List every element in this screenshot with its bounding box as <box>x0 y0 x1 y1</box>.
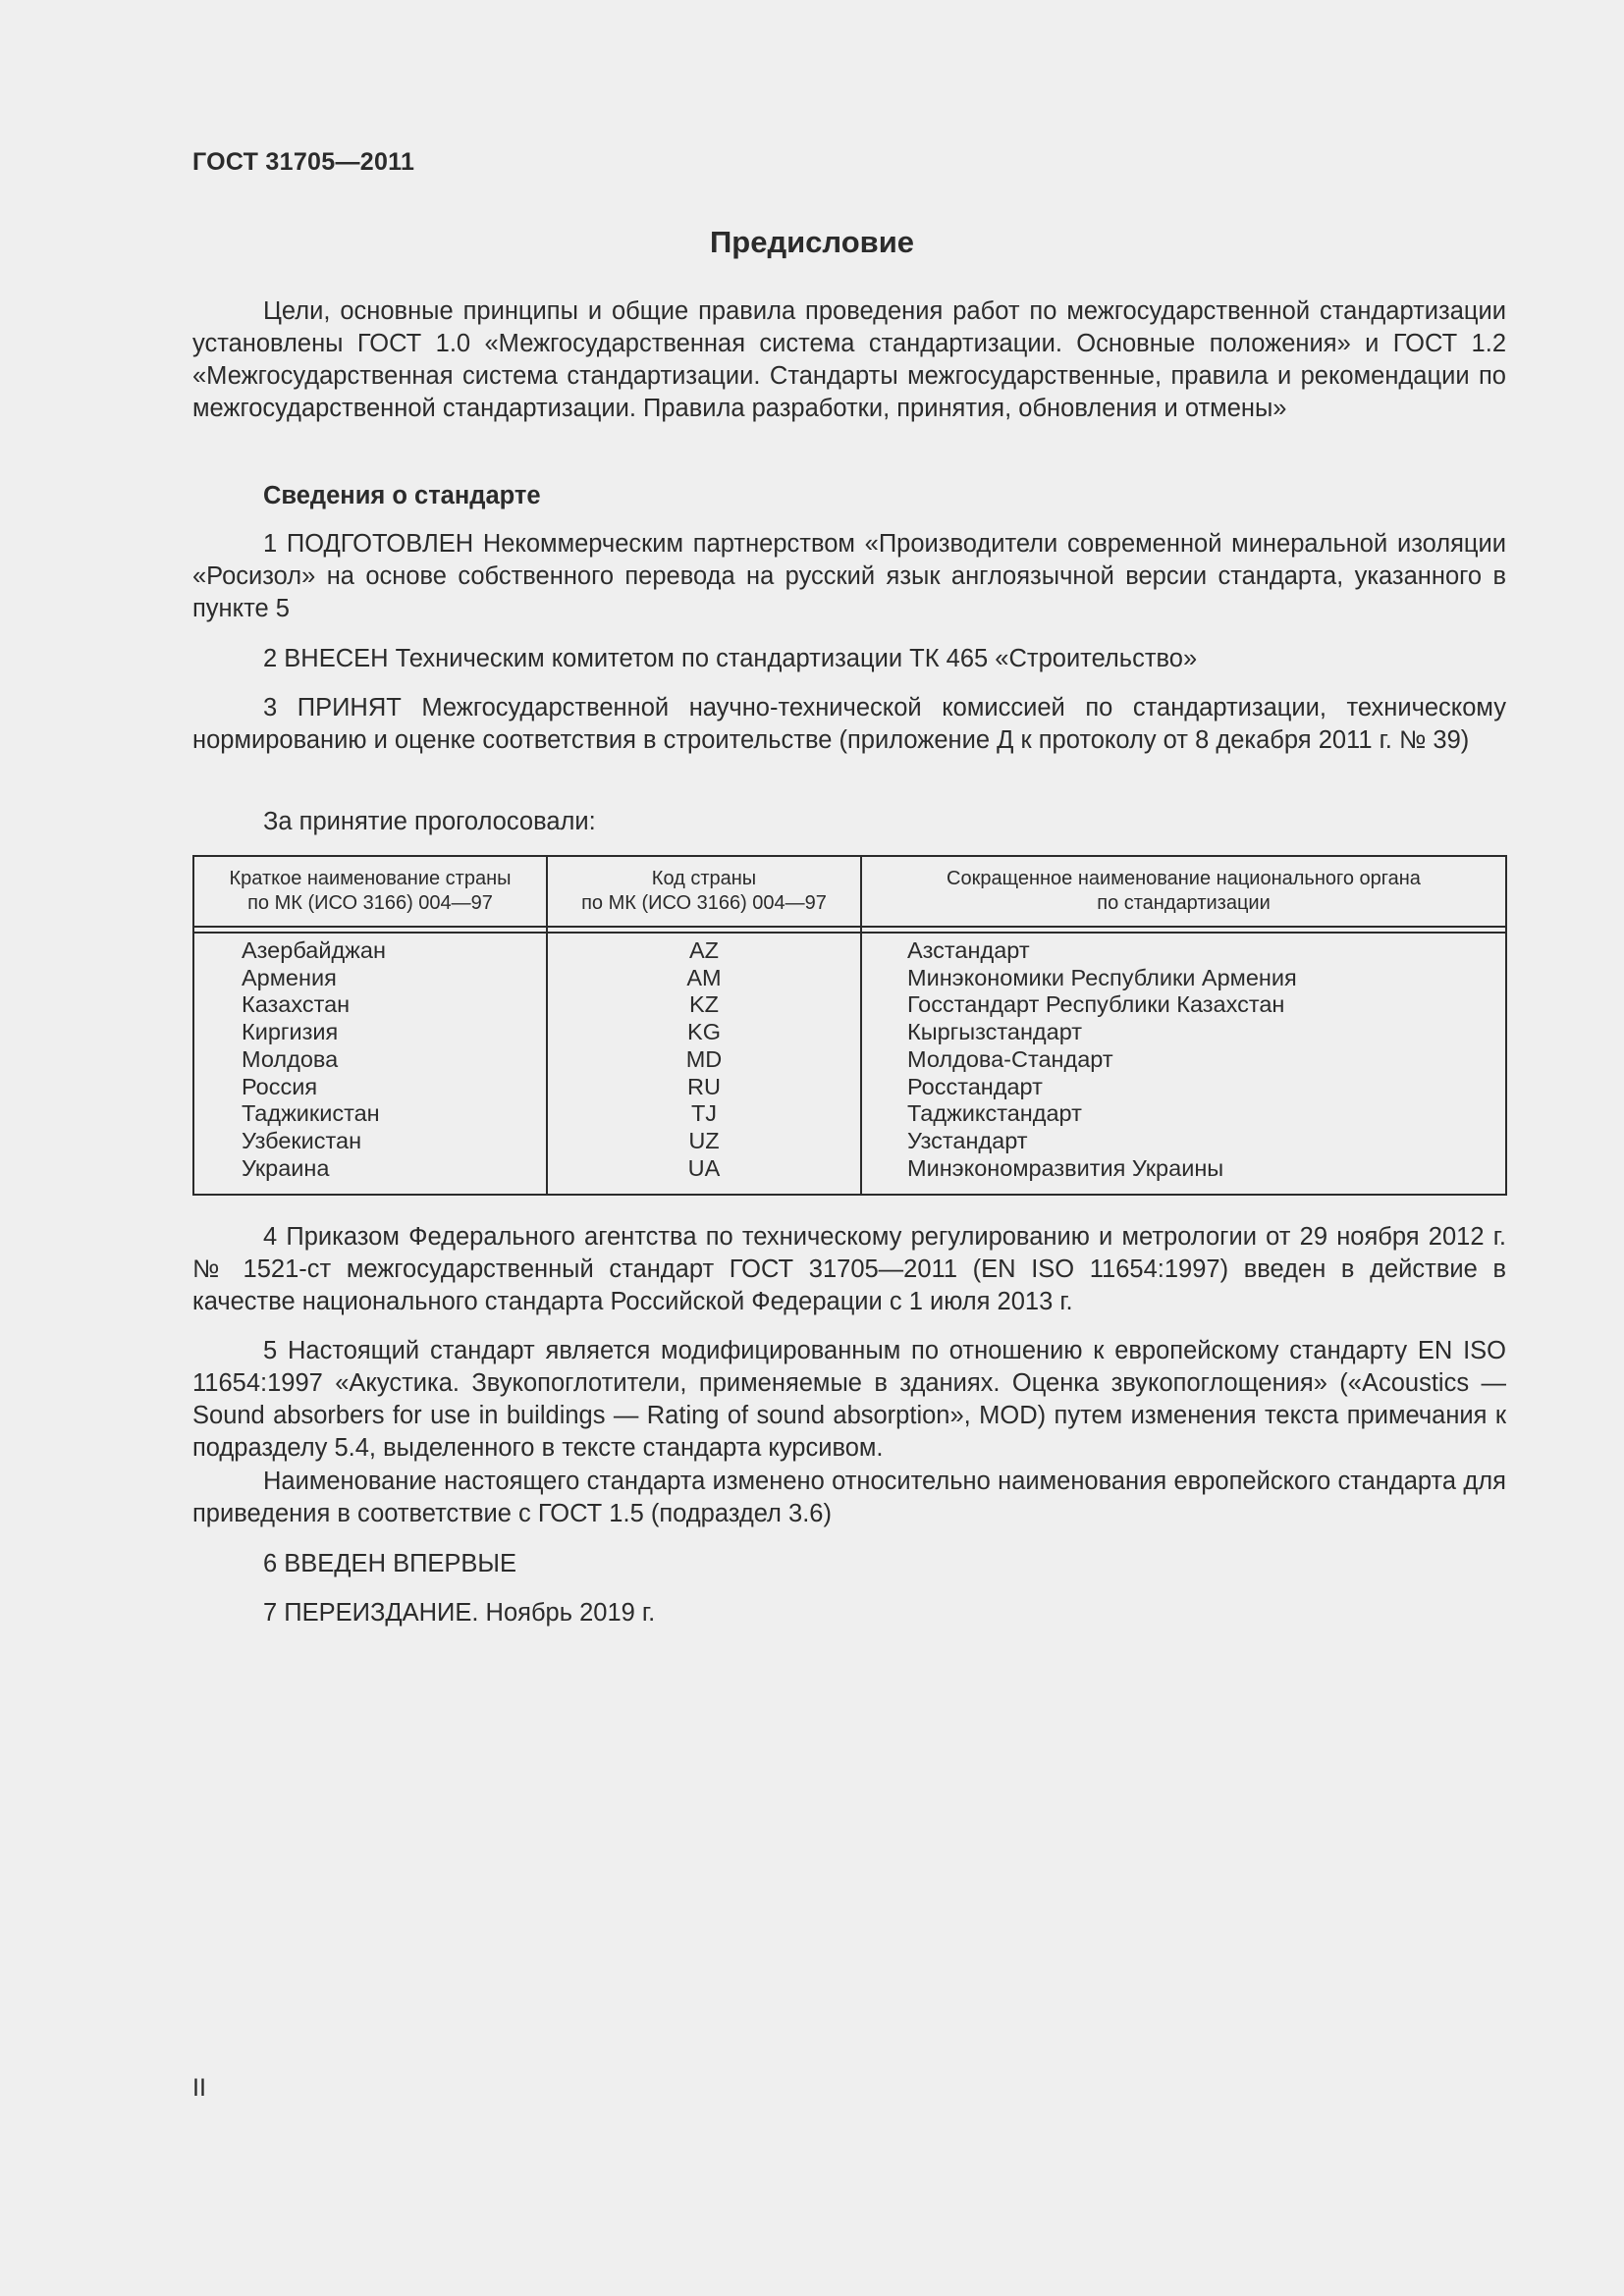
paragraph-2: 2 ВНЕСЕН Техническим комитетом по стандартизации ТК 465 «Строительство» <box>263 645 1198 672</box>
country-column <box>242 937 386 1182</box>
country-cell: Молдова <box>242 1045 339 1072</box>
header-line: по МК (ИСО 3166) 004—97 <box>247 892 493 914</box>
body-cell: Кыргызстандарт <box>907 1019 1083 1045</box>
page-number: II <box>192 2074 206 2102</box>
code-cell: AM <box>686 964 722 990</box>
body-cell: Азстандарт <box>907 937 1030 963</box>
header-line: Код страны <box>651 868 757 889</box>
country-cell: Казахстан <box>242 991 351 1018</box>
body-cell: Узстандарт <box>907 1127 1028 1153</box>
country-cell: Азербайджан <box>242 937 386 963</box>
country-cell: Армения <box>242 964 337 990</box>
body-cell: Росстандарт <box>907 1073 1043 1099</box>
paragraph-1: 1 ПОДГОТОВЛЕН Некоммерческим партнерством «Производители современной минеральной изоляции «Росизол» на основе собственного перевода на русский язык англоязычной версии стандарта, указанного в пункте 5 <box>192 530 1506 622</box>
country-cell: Украина <box>242 1154 330 1181</box>
paragraph-4: 4 Приказом Федерального агентства по техническому регулированию и метрологии от 29 ноября 2012 г. № 1521-ст межгосударственный стандарт ГОСТ 31705—2011 (EN ISO 11654:1997) введен в действие в качестве национального стандарта Российской Федерации с 1 июля 2013 г. <box>192 1223 1506 1315</box>
code-cell: AZ <box>688 937 720 963</box>
table-header-rule <box>194 932 1505 934</box>
body-cell: Минэкономразвития Украины <box>907 1154 1224 1181</box>
page-title: Предисловие <box>709 225 914 259</box>
country-cell: Киргизия <box>242 1019 339 1045</box>
header-line: Краткое наименование страны <box>229 868 512 889</box>
table-header-code <box>548 867 860 920</box>
code-cell: RU <box>687 1073 721 1099</box>
section-heading: Сведения о стандарте <box>263 482 541 509</box>
body-cell: Госстандарт Республики Казахстан <box>907 991 1285 1018</box>
country-cell: Узбекистан <box>242 1127 362 1153</box>
code-column <box>548 937 860 1182</box>
code-cell: MD <box>685 1045 723 1072</box>
code-cell: UA <box>687 1154 721 1181</box>
vote-intro: За принятие проголосовали: <box>263 808 596 835</box>
member-states-table <box>192 855 1507 1196</box>
header-line: по стандартизации <box>1097 892 1271 914</box>
country-cell: Россия <box>242 1073 318 1099</box>
paragraph-5: 5 Настоящий стандарт является модифицированным по отношению к европейскому стандарту EN ISO 11654:1997 «Акустика. Звукопоглотители, применяемые в зданиях. Оценка звукопоглощения» («Acoustics — Sound absorbers for use in buildings — Rating of sound absorption», MOD) путем изменения текста примечания к подразделу 5.4, выделенного в тексте стандарта курсивом. <box>192 1337 1506 1462</box>
code-cell: KG <box>687 1019 721 1045</box>
country-cell: Таджикистан <box>242 1100 380 1127</box>
intro-paragraph: Цели, основные принципы и общие правила проведения работ по межгосударственной стандартизации установлены ГОСТ 1.0 «Межгосударственная система стандартизации. Основные положения» и ГОСТ 1.2 «Межгосударственная система стандартизации. Стандарты межгосударственные, правила и рекомендации по межгосударственной стандартизации. Правила разработки, принятия, обновления и отмены» <box>192 297 1506 422</box>
body-column <box>907 937 1297 1182</box>
body-cell: Молдова-Стандарт <box>907 1045 1113 1072</box>
table-header-country <box>194 867 546 920</box>
paragraph-3: 3 ПРИНЯТ Межгосударственной научно-технической комиссией по стандартизации, техническому нормированию и оценке соответствия в строительстве (приложение Д к протоколу от 8 декабря 2011 г. № 39) <box>192 694 1506 754</box>
body-cell: Минэкономики Республики Армения <box>907 964 1297 990</box>
body-cell: Таджикстандарт <box>907 1100 1082 1127</box>
code-cell: UZ <box>688 1127 720 1153</box>
header-line: Сокращенное наименование национального органа <box>947 868 1421 889</box>
paragraph-5-note: Наименование настоящего стандарта изменено относительно наименования европейского стандарта для приведения в соответствие с ГОСТ 1.5 (подраздел 3.6) <box>192 1468 1506 1527</box>
paragraph-7: 7 ПЕРЕИЗДАНИЕ. Ноябрь 2019 г. <box>263 1599 656 1627</box>
code-cell: TJ <box>690 1100 718 1127</box>
table-header-body <box>862 867 1505 920</box>
code-cell: KZ <box>688 991 720 1018</box>
paragraph-6: 6 ВВЕДЕН ВПЕРВЫЕ <box>263 1550 517 1577</box>
header-line: по МК (ИСО 3166) 004—97 <box>581 892 827 914</box>
document-code: ГОСТ 31705—2011 <box>192 148 415 176</box>
table-header-rule <box>194 926 1505 928</box>
